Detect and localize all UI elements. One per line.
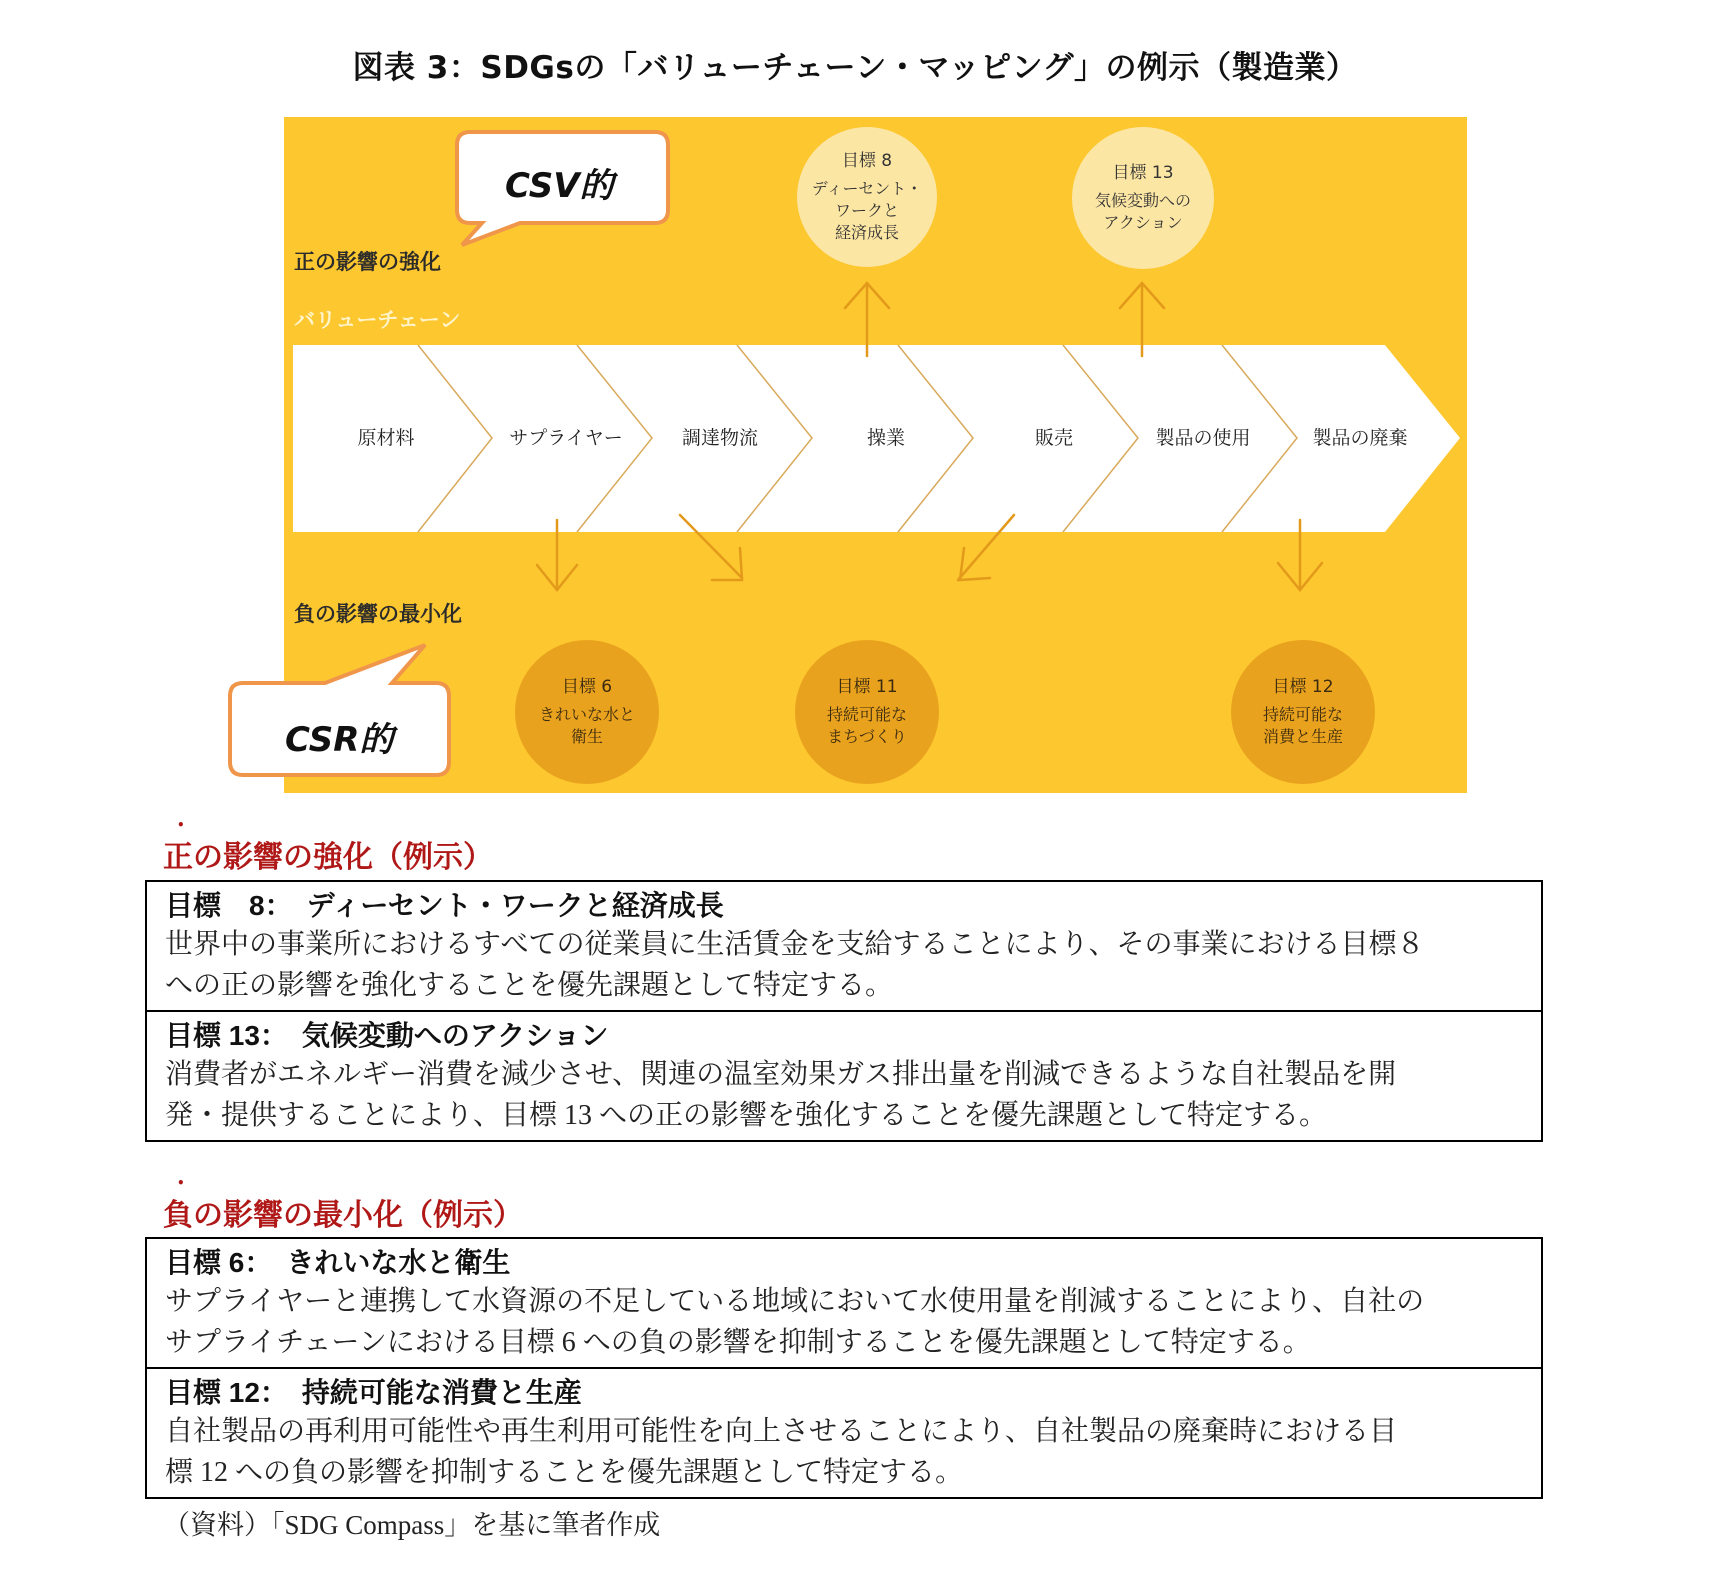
source-note: （資料）「SDG Compass」を基に筆者作成: [163, 1510, 661, 1540]
stage-operations: 操業: [866, 427, 906, 449]
emphasis-dot: •: [177, 818, 185, 832]
goal-12-title: 目標 12： 持続可能な消費と生産: [165, 1377, 582, 1408]
positive-examples-table: [145, 880, 1543, 1142]
goal-8-row: 目標 8： ディーセント・ワークと経済成長 世界中の事業所におけるすべての従業員に生活賃金を支給することにより、その事業における目標８ への正の影響を強化することを優先課題として特定する。: [147, 882, 1541, 1010]
goal-6-title: 目標 6： きれいな水と衛生: [165, 1247, 511, 1278]
stage-inbound-logistics: 調達物流: [681, 427, 759, 449]
goal-13-row: 目標 13： 気候変動へのアクション 消費者がエネルギー消費を減少させ、関連の温室効果ガス排出量を削減できるような自社製品を開 発・提供することにより、目標 13 への正の影響を強化することを優先課題として特定する。: [147, 1010, 1541, 1140]
emphasis-dot: •: [177, 1176, 185, 1190]
positive-impact-label: 正の影響の強化: [294, 250, 441, 274]
stage-sales: 販売: [1034, 427, 1074, 449]
goal-8-title: 目標 8： ディーセント・ワークと経済成長: [165, 890, 724, 921]
value-chain-label: バリューチェーン: [294, 308, 461, 332]
stage-suppliers: サプライヤー: [509, 427, 623, 449]
negative-section-heading: • 負の影響の最小化（例示）: [163, 1176, 523, 1233]
stage-product-disposal: 製品の廃棄: [1312, 427, 1408, 449]
goal-circle-12: 目標 12 持続可能な 消費と生産: [1231, 640, 1375, 784]
goal-12-row: 目標 12： 持続可能な消費と生産 自社製品の再利用可能性や再生利用可能性を向上させることにより、自社製品の廃棄時における目 標 12 への負の影響を抑制することを優先課題として特定する。: [147, 1367, 1541, 1497]
goal-circle-8: 目標 8 ディーセント・ ワークと 経済成長: [797, 127, 937, 267]
goal-circle-6: 目標 6 きれいな水と 衛生: [515, 640, 659, 784]
figure-title: 図表 3：SDGsの「バリューチェーン・マッピング」の例示（製造業）: [352, 50, 1358, 86]
goal-circle-13: 目標 13 気候変動への アクション: [1072, 127, 1214, 269]
csv-bubble-label: CSV的: [505, 166, 614, 206]
csr-bubble-label: CSR的: [285, 720, 394, 760]
positive-section-heading: • 正の影響の強化（例示）: [163, 818, 493, 875]
goal-13-title: 目標 13： 気候変動へのアクション: [165, 1020, 609, 1051]
negative-examples-table: [145, 1237, 1543, 1499]
negative-impact-label: 負の影響の最小化: [294, 602, 462, 626]
goal-circle-11: 目標 11 持続可能な まちづくり: [795, 640, 939, 784]
goal-6-row: 目標 6： きれいな水と衛生 サプライヤーと連携して水資源の不足している地域において水使用量を削減することにより、自社の サプライチェーンにおける目標 6 への負の影響を抑制することを優先課題として特定する。: [147, 1239, 1541, 1367]
stage-product-use: 製品の使用: [1155, 427, 1251, 449]
stage-raw-materials: 原材料: [357, 427, 415, 449]
